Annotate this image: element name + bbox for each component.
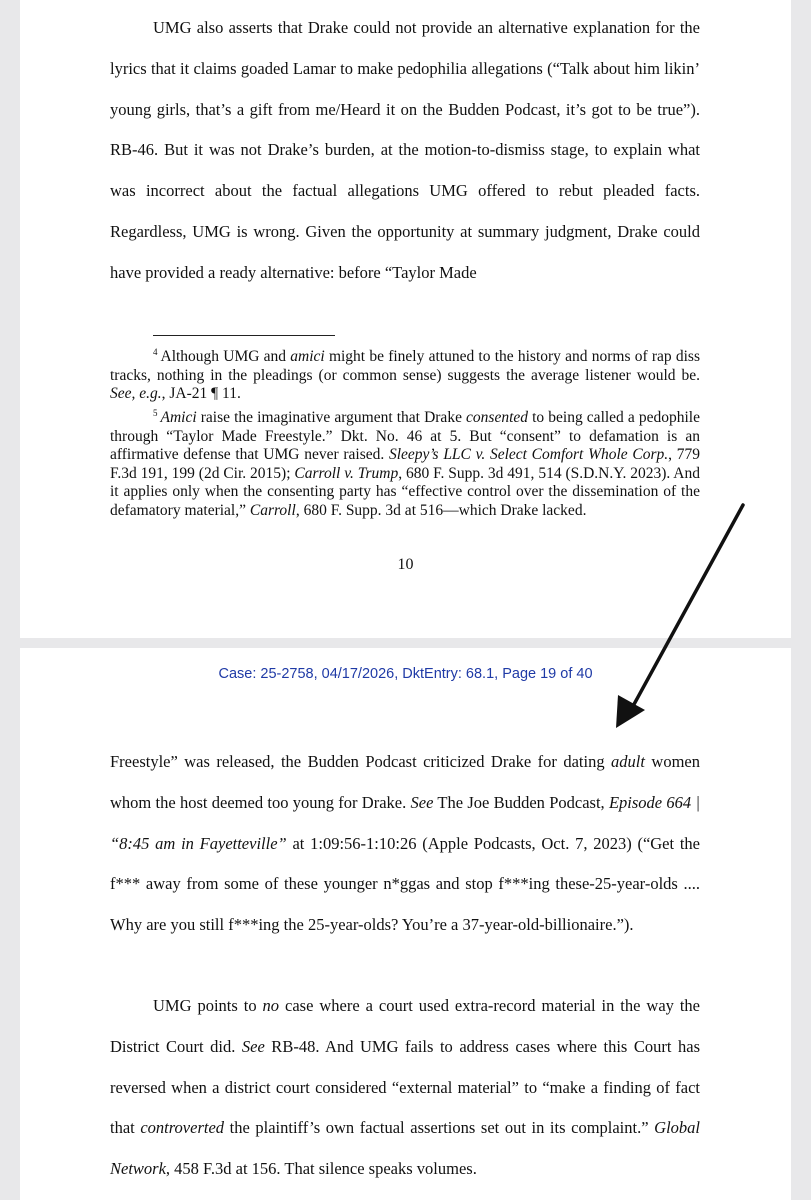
footnote-mark: 4 [153,347,158,357]
body-paragraph: UMG points to no case where a court used extra-record material in the way the District Court did. See RB-48. And UMG fails to address cases where this Court has reversed when a district court considered “external material” to “make a finding of fact that controverted the plaintiff’s own factual assertions set out in its complaint.” Global Network, 458 F.3d at 156. That silence speaks volumes. [110,996,700,1179]
body-paragraph: UMG also asserts that Drake could not provide an alternative explanation for the lyrics that it claims goaded Lamar to make pedophilia allegations (“Talk about him likin’ young girls, that’s a gift from me/Heard it on the Budden Podcast, it’s got to be true”). RB-46. But it was not Drake’s burden, at the motion-to-dismiss stage, to explain what was incorrect about the factual allegations UMG offered to rebut pleaded facts. Regardless, UMG is wrong. Given the opportunity at summary judgment, Drake could have provided a ready alternative: before “Taylor Made [110,18,700,282]
footnote-5: $^5$ Amici raise the imaginative argument that Drake consented to being called a pedophile through “Taylor Made Freestyle.” Dkt. No. 46 at 5. But “consent” to defamation is an affirmative defense that UMG never raised. Sleepy’s LLC v. Select Comfort Whole Corp., 779 F.3d 191, 199 (2d Cir. 2015); Carroll v. Trump, 680 F. Supp. 3d 491, 514 (S.D.N.Y. 2023). And it applies only when the consenting party has “effective control over the dissemination of the defamatory material,” Carroll, 680 F. Supp. 3d at 516—which Drake lacked. [110,408,700,519]
page-number: 10 [397,556,414,573]
body-paragraph: Freestyle” was released, the Budden Podcast criticized Drake for dating adult women whom the host deemed too young for Drake. See The Joe Budden Podcast, Episode 664 | “8:45 am in Fayetteville” at 1:09:56-1:10:26 (Apple Podcasts, Oct. 7, 2023) (“Get the f*** away from some of these younger n*ggas and stop f***ing these-25-year-olds .... Why are you still f***ing the 25-year-olds? You’re a 37-year-old-billionaire.”). [110,752,700,935]
footnote-mark: 5 [153,408,158,418]
case-header: Case: 25-2758, 04/17/2026, DktEntry: 68.1, Page 19 of 40 [218,666,593,682]
footnote-4: $^4$ Although UMG and amici might be finely attuned to the history and norms of rap diss tracks, nothing in the pleadings (or common sense) suggests the average listener would be. See, e.g., JA-21 ¶ 11. [110,347,700,402]
